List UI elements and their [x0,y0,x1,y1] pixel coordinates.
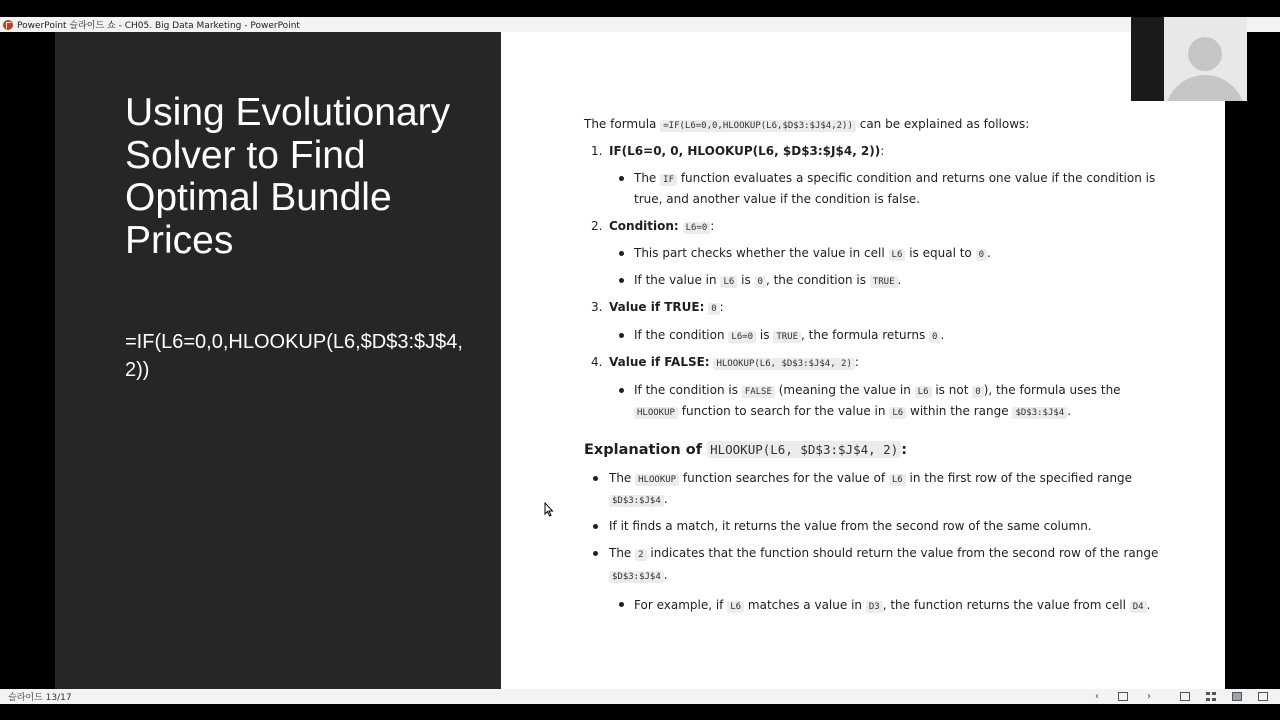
slide-sorter-icon[interactable] [1206,692,1216,701]
next-slide-icon[interactable]: › [1147,691,1151,702]
item1-bullet-line2: true, and another value if the condition is false. [634,192,920,206]
item1-number: 1. [591,144,603,158]
item1-heading: IF(L6=0, 0, HLOOKUP(L6, $D$3:$J$4, 2)): [609,144,885,158]
item2-bullet1 [619,251,624,256]
item2-number: 2. [591,219,603,233]
item3-bullet-text: If the condition L6=0 is TRUE , the formula returns 0 . [634,328,945,342]
item4-bullet-line2: HLOOKUP function to search for the value in L6 within the range $D$3:$J$4 . [634,403,1071,421]
expl-bullet2-text: If it finds a match, it returns the value from the second row of the same column. [609,519,1092,533]
expl-bullet3 [593,551,598,556]
item2-bullet2 [619,278,624,283]
item3-heading: Value if TRUE: 0 : [609,300,724,314]
item4-number: 4. [591,355,603,369]
expl-bullet3-line2: $D$3:$J$4 . [609,567,668,585]
item4-bullet [619,388,624,393]
expl-bullet2 [593,524,598,529]
item1-bullet [619,176,624,181]
item3-number: 3. [591,300,603,314]
slide-formula: =IF(L6=0,0,HLOOKUP(L6,$D$3:$J$4,2)) [125,331,463,381]
slide-menu-icon[interactable] [1118,692,1128,701]
statusbar-controls [1084,689,1280,704]
reading-view-icon[interactable] [1232,692,1242,701]
explanation-heading: Explanation of HLOOKUP(L6, $D$3:$J$4, 2) : [584,442,908,458]
item3-bullet [619,333,624,338]
explanation-content [501,32,1225,689]
slideshow-icon[interactable] [1258,692,1268,701]
user-avatar-icon [1164,17,1247,101]
avatar-body [1165,75,1245,101]
prev-slide-icon[interactable]: ‹ [1095,691,1099,702]
slide-counter: 슬라이드 13/17 [8,693,72,703]
intro-line: The formula =IF(L6=0,0,HLOOKUP(L6,$D$3:$J$4,2)) can be explained as follows: [584,117,1030,131]
slideshow-statusbar [0,689,1280,704]
avatar-head [1188,37,1222,71]
slide-title: Using Evolutionary Solver to Find Optimal Bundle Prices [125,91,451,262]
item2-bullet2-text: If the value in L6 is 0 , the condition is TRUE . [634,273,902,287]
powerpoint-icon [3,20,13,30]
expl-bullet1 [593,476,598,481]
expl-bullet1-line1: The HLOOKUP function searches for the value of L6 in the first row of the specified range [609,471,1133,485]
slide-left-panel [55,32,501,689]
item4-bullet-line1: If the condition is FALSE (meaning the value in L6 is not 0 ), the formula uses the [634,383,1121,397]
item2-heading: Condition: L6=0 : [609,219,715,233]
item2-bullet1-text: This part checks whether the value in cell L6 is equal to 0 . [634,246,991,260]
slideshow-stage [0,32,1280,689]
window-title: PowerPoint 슬라이드 쇼 - CH05. Big Data Marketing - PowerPoint [17,21,300,31]
expl-sub-bullet-text: For example, if L6 matches a value in D3 , the function returns the value from cell D4 . [634,598,1151,612]
normal-view-icon[interactable] [1180,692,1190,701]
expl-bullet3-line1: The 2 indicates that the function should return the value from the second row of the range [609,546,1159,560]
item4-heading: Value if FALSE: HLOOKUP(L6, $D$3:$J$4, 2) : [609,355,859,369]
window-titlebar [0,17,1280,32]
intro-code: =IF(L6=0,0,HLOOKUP(L6,$D$3:$J$4,2)) [660,120,856,132]
item1-bullet-line1: The IF function evaluates a specific condition and returns one value if the condition is [634,171,1156,185]
expl-sub-bullet [619,602,624,607]
slide-right-panel [501,32,1225,689]
expl-bullet1-line2: $D$3:$J$4 . [609,491,668,509]
